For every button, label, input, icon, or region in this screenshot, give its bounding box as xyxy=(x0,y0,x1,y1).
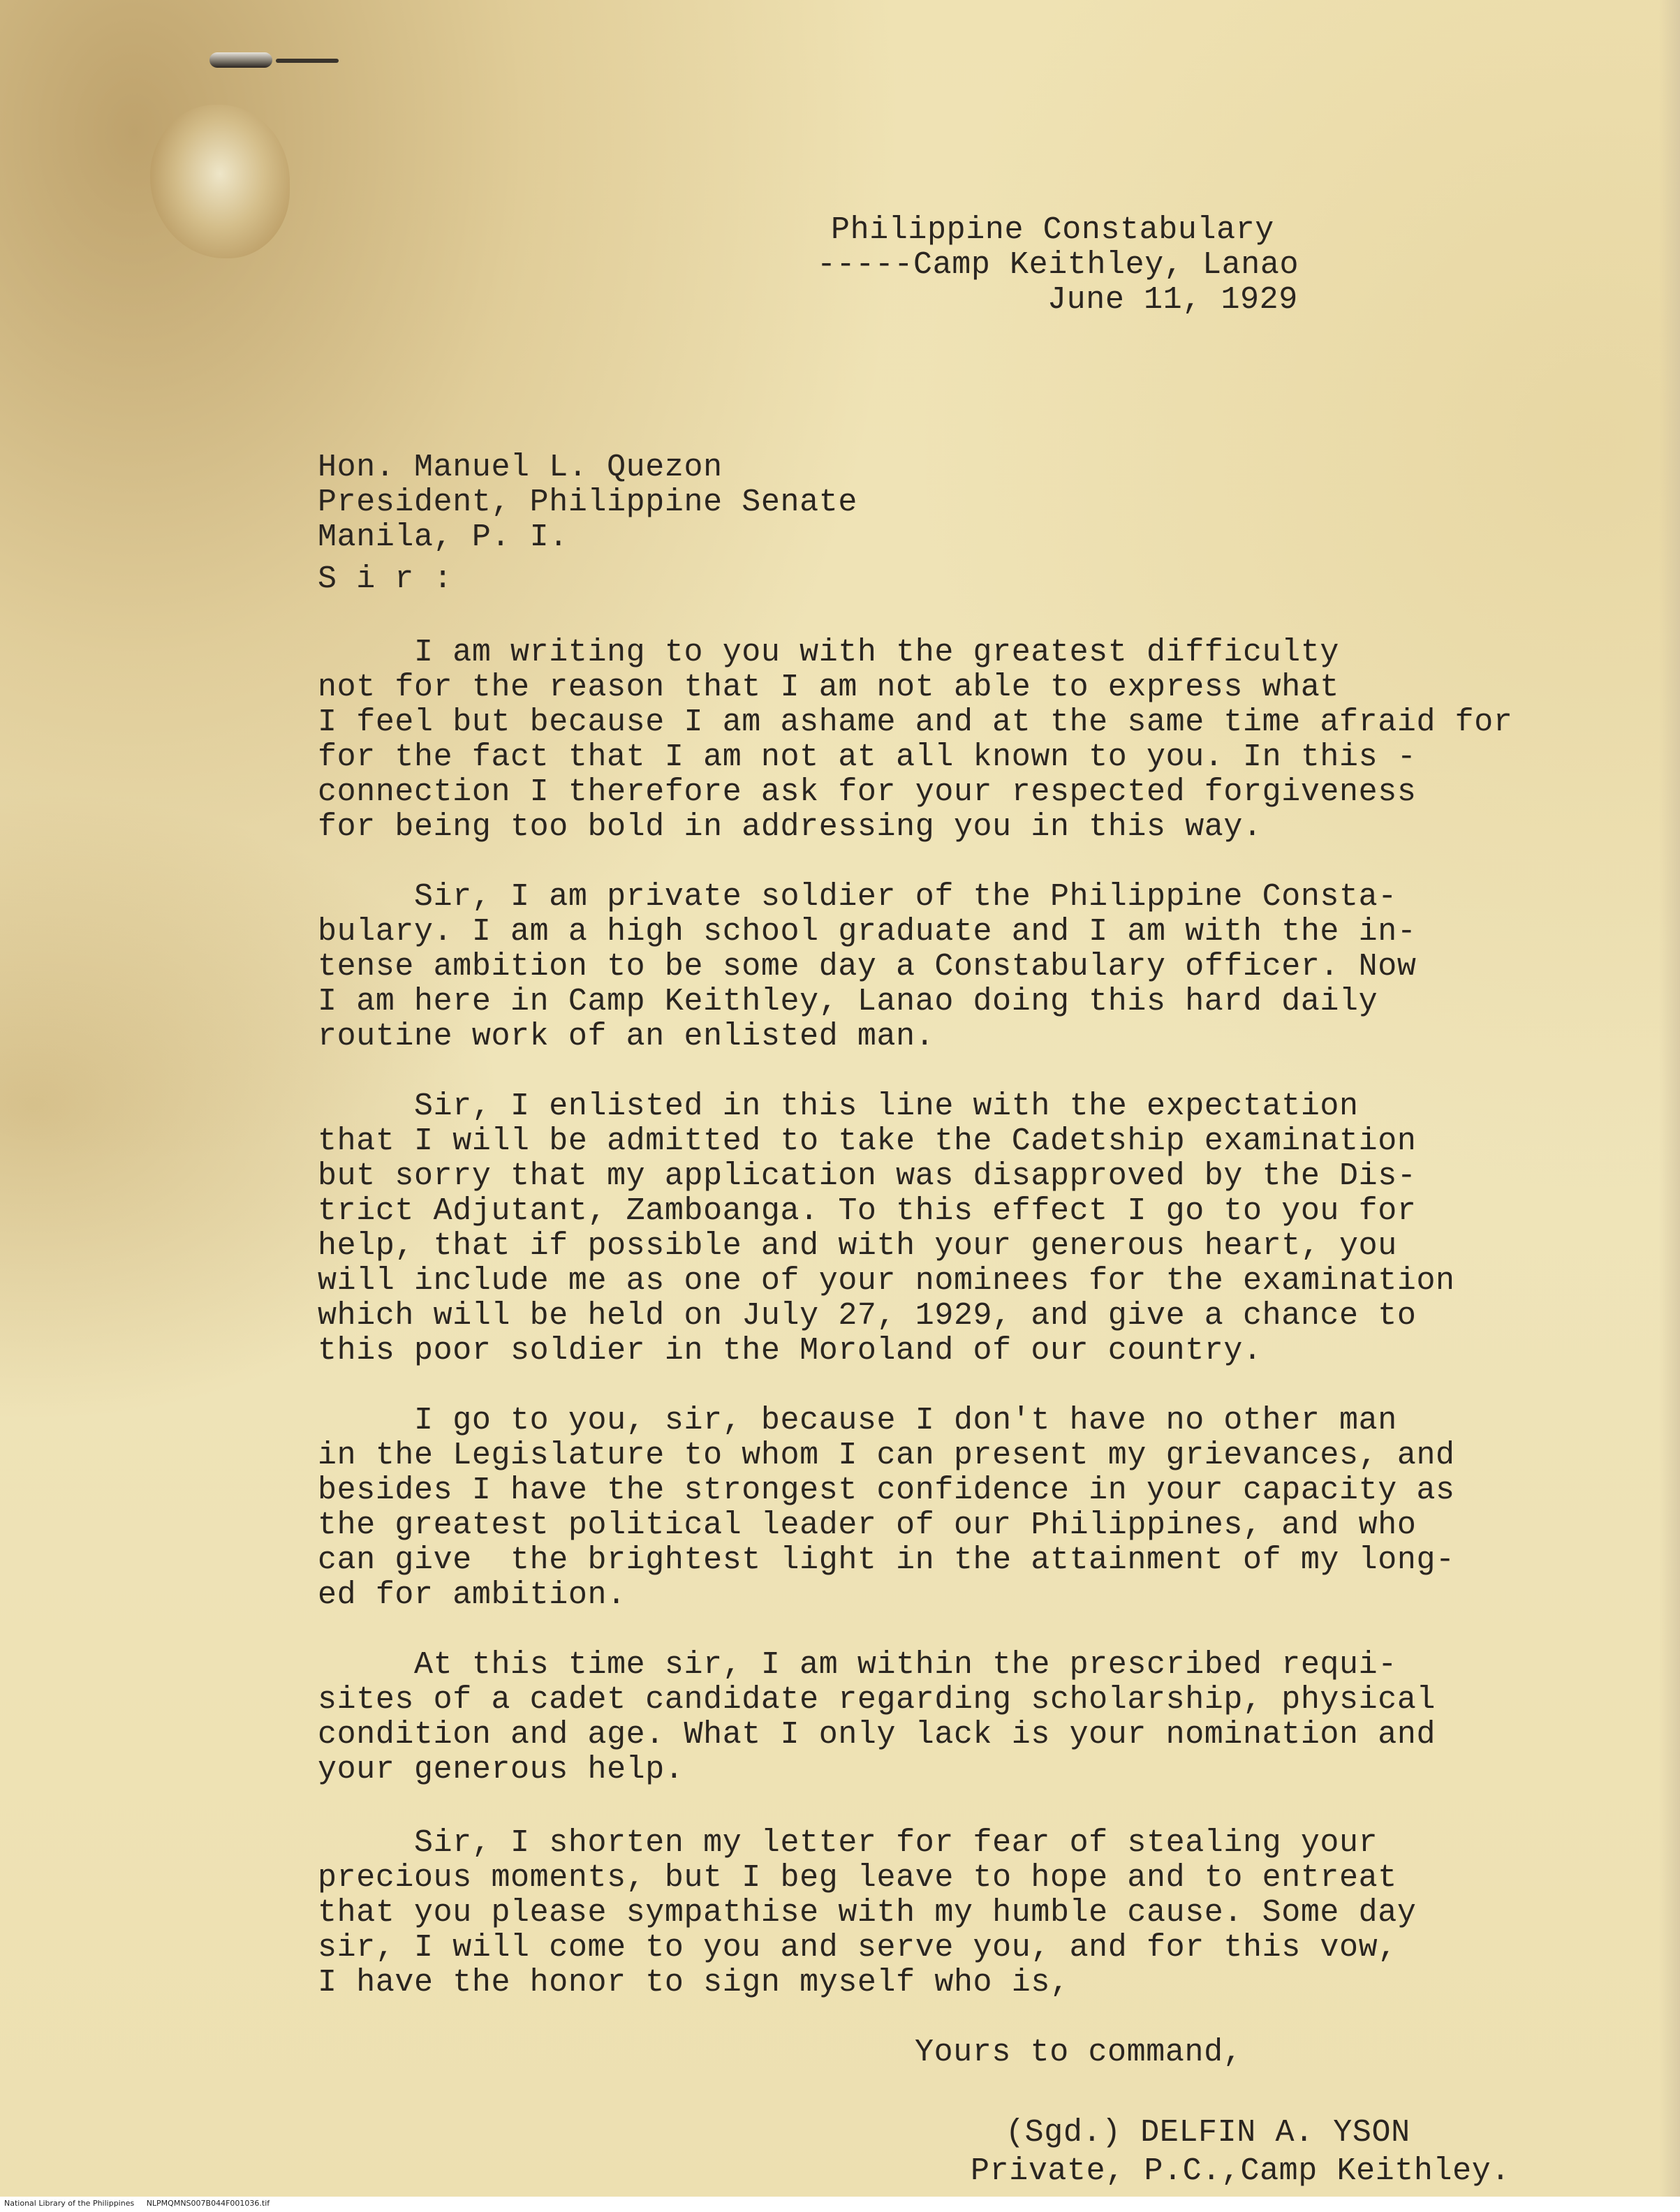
paragraph-1-line: not for the reason that I am not able to express what xyxy=(318,670,1340,705)
paragraph-1-line: connection I therefore ask for your respected forgiveness xyxy=(318,774,1417,810)
header-location: -----Camp Keithley, Lanao xyxy=(817,247,1299,283)
signature-name: (Sgd.) DELFIN A. YSON xyxy=(1005,2115,1410,2151)
header-date: June 11, 1929 xyxy=(1047,282,1298,318)
salutation: S i r : xyxy=(318,561,453,597)
paragraph-2-line: bulary. I am a high school graduate and I am with the in- xyxy=(318,914,1417,950)
addressee-name: Hon. Manuel L. Quezon xyxy=(318,450,723,485)
paragraph-2-line: routine work of an enlisted man. xyxy=(318,1019,935,1054)
paragraph-3-line: Sir, I enlisted in this line with the expectation xyxy=(318,1089,1359,1124)
staple-mark xyxy=(276,59,339,63)
paragraph-1-line: I feel but because I am ashame and at the same time afraid for xyxy=(318,705,1513,740)
paragraph-2-line: tense ambition to be some day a Constabulary officer. Now xyxy=(318,949,1417,985)
complimentary-close: Yours to command, xyxy=(915,2035,1243,2070)
paragraph-3-line: but sorry that my application was disapproved by the Dis- xyxy=(318,1158,1417,1194)
paragraph-3-line: this poor soldier in the Moroland of our country. xyxy=(318,1333,1262,1369)
paragraph-3-line: which will be held on July 27, 1929, and give a chance to xyxy=(318,1298,1417,1334)
paragraph-5-line: sites of a cadet candidate regarding scholarship, physical xyxy=(318,1682,1436,1718)
paragraph-1-line: for being too bold in addressing you in this way. xyxy=(318,809,1262,845)
paragraph-6-line: that you please sympathise with my humble cause. Some day xyxy=(318,1895,1417,1931)
signature-title: Private, P.C.,Camp Keithley. xyxy=(971,2153,1510,2189)
paragraph-4-line: besides I have the strongest confidence in your capacity as xyxy=(318,1473,1455,1508)
paragraph-6-line: Sir, I shorten my letter for fear of stealing your xyxy=(318,1825,1378,1861)
paragraph-3-line: will include me as one of your nominees for the examination xyxy=(318,1263,1455,1299)
paragraph-3-line: help, that if possible and with your generous heart, you xyxy=(318,1228,1397,1264)
paragraph-6-line: precious moments, but I beg leave to hope and to entreat xyxy=(318,1860,1397,1896)
header-organization: Philippine Constabulary xyxy=(831,212,1274,248)
addressee-position: President, Philippine Senate xyxy=(318,485,857,520)
paragraph-5-line: your generous help. xyxy=(318,1752,684,1787)
staple xyxy=(209,52,272,68)
paragraph-2-line: I am here in Camp Keithley, Lanao doing this hard daily xyxy=(318,984,1378,1019)
paragraph-4-line: I go to you, sir, because I don't have no other man xyxy=(318,1403,1397,1438)
paragraph-5-line: condition and age. What I only lack is your nomination and xyxy=(318,1717,1436,1753)
paragraph-1-line: I am writing to you with the greatest difficulty xyxy=(318,635,1340,670)
paragraph-4-line: the greatest political leader of our Philippines, and who xyxy=(318,1507,1417,1543)
scan-footer-text: National Library of the Philippines NLPMQMNS007B044F001036.tif xyxy=(4,2199,270,2208)
paragraph-4-line: can give the brightest light in the attainment of my long- xyxy=(318,1542,1455,1578)
paragraph-1-line: for the fact that I am not at all known to you. In this - xyxy=(318,739,1417,775)
paragraph-2-line: Sir, I am private soldier of the Philippine Consta- xyxy=(318,879,1397,915)
paragraph-3-line: trict Adjutant, Zamboanga. To this effect I go to you for xyxy=(318,1193,1417,1229)
paragraph-4-line: in the Legislature to whom I can present my grievances, and xyxy=(318,1438,1455,1473)
water-stain xyxy=(150,105,290,258)
page-edge xyxy=(1659,0,1680,2212)
paragraph-6-line: I have the honor to sign myself who is, xyxy=(318,1965,1070,2000)
paragraph-6-line: sir, I will come to you and serve you, and for this vow, xyxy=(318,1930,1397,1966)
paragraph-3-line: that I will be admitted to take the Cadetship examination xyxy=(318,1123,1417,1159)
paragraph-4-line: ed for ambition. xyxy=(318,1577,626,1613)
addressee-city: Manila, P. I. xyxy=(318,519,568,555)
paragraph-5-line: At this time sir, I am within the prescribed requi- xyxy=(318,1647,1397,1683)
